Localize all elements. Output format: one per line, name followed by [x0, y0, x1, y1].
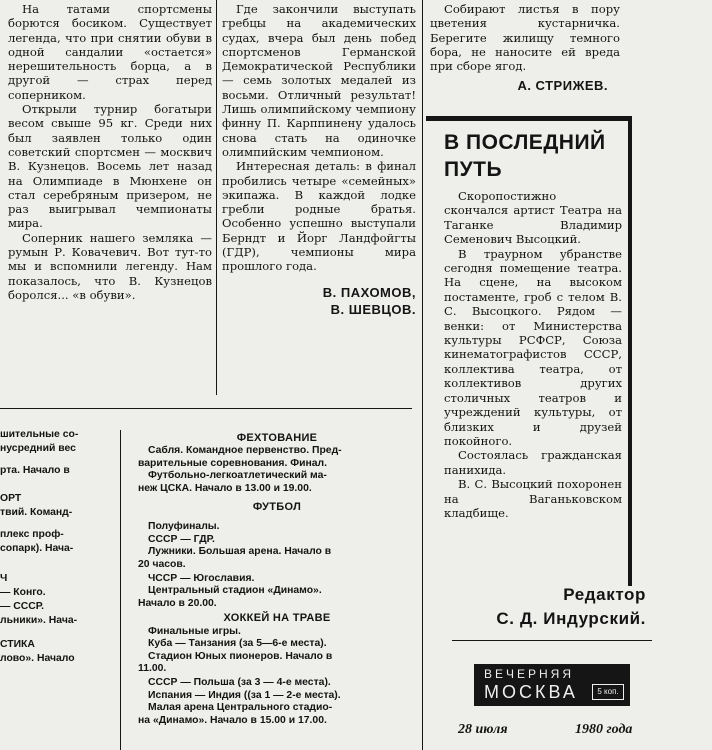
schedule-left-fragments: [0, 428, 108, 666]
schedule-line: Малая арена Центрального стадио-: [148, 702, 333, 714]
fragment-line: рта. Начало в: [0, 465, 70, 476]
obituary-paragraph-1: Скоропостижно скончался артист Театра на Таганке Владимир Семенович Высоцкий.: [444, 189, 622, 247]
sports-schedule: [138, 428, 416, 727]
fragment-line: шительные со-: [0, 429, 79, 440]
schedule-divider: [120, 430, 121, 750]
column-divider-1: [216, 0, 217, 395]
schedule-line: варительные соревнования. Финал.: [138, 457, 328, 469]
fragment-line: — СССР.: [0, 601, 45, 612]
schedule-line: Лужники. Большая арена. Начало в: [148, 546, 332, 558]
schedule-line: Центральный стадион «Динамо».: [148, 585, 322, 597]
rowing-paragraph-1: Где закончили выступать гребцы на академических судах, вчера был день побед спортсменов Германской Демократической Республики — семь золотых медалей из восьми. Отличный результат! Лишь олимпийскому чемпиону финну П. Карппинену удалось снова стать на одиночке олимпийским чемпионом.: [222, 2, 416, 159]
logo-line-2: МОСКВА: [484, 682, 578, 702]
berries-paragraph: Собирают листья в пору цветения кустарничка. Берегите жилищу темного бора, не наносите ей вреда при сборе ягод.: [430, 2, 620, 74]
schedule-line: Испания — Индия ((за 1 — 2-е места).: [148, 689, 341, 701]
schedule-line: Финальные игры.: [148, 625, 241, 637]
fragment-line: СТИКА: [0, 639, 35, 650]
schedule-line: ЧССР — Югославия.: [148, 573, 255, 585]
schedule-line: неж ЦСКА. Начало в 13.00 и 19.00.: [138, 482, 312, 494]
schedule-top-rule: [0, 408, 412, 409]
rowing-signature: [222, 284, 416, 318]
schedule-line: Полуфиналы.: [148, 521, 220, 533]
schedule-line: Куба — Танзания (за 5—6-е места).: [148, 638, 327, 650]
fragment-line: ОРТ: [0, 493, 22, 504]
obituary-title-line-1: В ПОСЛЕДНИЙ: [444, 131, 606, 154]
schedule-line: Футбольно-легкоатлетический ма-: [148, 470, 327, 482]
fragment-line: [0, 456, 108, 464]
judo-paragraph-3: Соперник нашего земляка — румын Р. Ковачевич. Вот тут-то мы и вспомнили легенду. Нам показалось, что В. Кузнецов боролся... «в обуви».: [8, 230, 212, 302]
fragment-line: льники». Нача-: [0, 615, 78, 626]
issue-day: 28 июля: [458, 722, 508, 737]
price-badge: 5 коп.: [592, 684, 624, 700]
editor-label: Редактор: [563, 585, 646, 604]
fragment-line: [0, 556, 108, 572]
fragment-line: твий. Команд-: [0, 507, 73, 518]
schedule-line: СССР — Польша (за 3 — 4-е места).: [148, 677, 331, 689]
column-divider-2: [422, 0, 423, 750]
fragment-line: [0, 520, 108, 528]
newspaper-logo: [474, 664, 630, 706]
fragment-line: [0, 478, 108, 492]
logo-line-1: ВЕЧЕРНЯЯ: [484, 667, 575, 681]
obituary-paragraph-4: В. С. Высоцкий похоронен на Ваганьковском кладбище.: [444, 477, 622, 520]
signature-line-2: В. ШЕВЦОВ.: [330, 301, 416, 317]
article-judo-column: [8, 2, 212, 302]
rowing-paragraph-2: Интересная деталь: в финал пробились четыре «семейных» экипажа. В каждой лодке гребли родные братья. Особенно успешно выступали Берндт и Йорг Ландфойгты (ГДР), чемпионы мира прошлого года.: [222, 159, 416, 274]
article-berries-column: [430, 2, 620, 94]
hockey-heading: ХОККЕЙ НА ТРАВЕ: [223, 612, 331, 625]
obituary-top-rule: [426, 116, 632, 121]
obituary-title: [444, 129, 622, 183]
schedule-line: СССР — ГДР.: [148, 533, 215, 545]
issue-year: 1980 года: [575, 722, 633, 737]
obituary-right-rule: [628, 116, 632, 586]
fencing-heading: ФЕХТОВАНИЕ: [236, 432, 318, 444]
masthead-rule: [452, 640, 652, 641]
fragment-line: — Конго.: [0, 587, 46, 598]
schedule-line: на «Динамо». Начало в 15.00 и 17.00.: [138, 714, 327, 726]
obituary-paragraph-3: Состоялась гражданская панихида.: [444, 448, 622, 477]
signature-line-1: В. ПАХОМОВ,: [322, 284, 416, 300]
fragment-line: [0, 628, 108, 638]
schedule-line: 20 часов.: [138, 558, 186, 570]
berries-signature: А. СТРИЖЕВ.: [517, 78, 608, 94]
article-rowing-column: [222, 2, 416, 318]
fragment-line: сопарк). Нача-: [0, 543, 74, 554]
schedule-line: Сабля. Командное первенство. Пред-: [148, 445, 342, 457]
football-heading: ФУТБОЛ: [252, 501, 302, 514]
fragment-line: Ч: [0, 573, 8, 584]
editor-block: [436, 583, 646, 631]
judo-paragraph-2: Открыли турнир богатыри весом свыше 95 кг. Среди них был заявлен только один советский спортсмен — москвич В. Кузнецов. Восемь лет назад на Олимпиаде в Мюнхене он стал серебряным призером, не раз выигрывал чемпионаты мира.: [8, 102, 212, 231]
obituary-column: [444, 129, 622, 520]
obituary-title-line-2: ПУТЬ: [444, 158, 503, 181]
fragment-line: лово». Начало: [0, 653, 75, 664]
obituary-paragraph-2: В траурном убранстве сегодня помещение театра. На сцене, на высоком постаменте, гроб с телом В. С. Высоцкого. Рядом — венки: от Министерства культуры РСФСР, Союза кинематографистов СССР, коллектива театра, от коллективов других столичных театров и учреждений культуры, от близких и друзей покойного.: [444, 246, 622, 448]
fragment-line: нусредний вес: [0, 443, 76, 454]
editor-name: С. Д. Индурский.: [496, 609, 646, 628]
schedule-line: Стадион Юных пионеров. Начало в: [148, 650, 333, 662]
judo-paragraph-1: На татами спортсмены борются босиком. Существует легенда, что при снятии обуви в одной сандалии «остается» нерешительность борца, а в другой — страх перед соперником.: [8, 2, 212, 102]
fragment-line: плекс проф-: [0, 529, 64, 540]
schedule-line: 11.00.: [138, 662, 167, 674]
schedule-line: Начало в 20.00.: [138, 597, 217, 609]
